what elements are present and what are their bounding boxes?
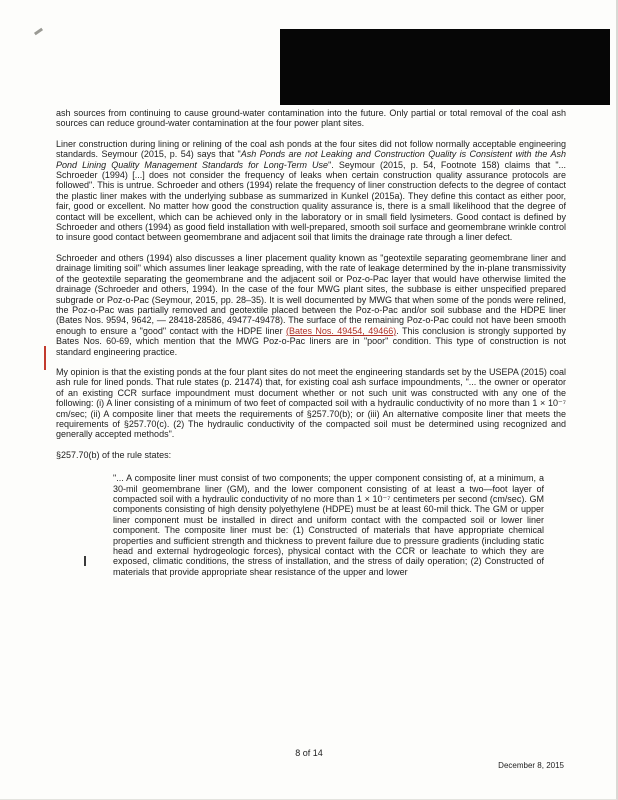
paragraph-schroeder [56,253,566,357]
document-body [56,108,566,577]
paragraph-text: Schroeder and others (1994) also discusses a liner placement quality known as "geotextile separating geomembrane liner and drainage limiting soil" which assumes liner leakage spreading, with the rate of leakage determined by the in-plane transmissivity of the geotextile separating the geomembrane and the adjacent soil or Poz-o-Pac layer that would have otherwise limited the drainage (Schroeder and others, 1994). In the case of the four MWG plant sites, the subbase is either unspecified prepared subgrade or Poz-o-Pac (Seymour, 2015, pp. 28–35). It is well documented by MWG that when some of the ponds were relined, the Poz-o-Pac was partially removed and geotextile placed between the Poz-o-Pac and/or soil subbase and the HDPE liner (Bates Nos. 9594, 9642, — 28418-28586, 49477-49478). The surface of the remaining Poz-o-Pac could not have been smooth enough to ensure a "good" contact with the HDPE liner [56,252,566,336]
paragraph-text: . This conclusion is strongly supported by Bates Nos. 60-69, which mention that the MWG Poz-o-Pac liners are in "poor" condition. This type of construction is not standard engineering practice. [56,325,566,357]
paragraph-text: Liner construction during lining or relining of the coal ash ponds at the four sites did not follow normally acceptable engineering standards. Seymour (2015, p. 54) says that " [56,138,566,160]
paragraph-continuation: ash sources from continuing to cause ground-water contamination into the future. Only partial or total removal of the coal ash sources can reduce ground-water contamination at the four power plant sites. [56,108,566,129]
red-margin-mark [44,346,46,370]
paragraph-text: ". Seymour (2015, p. 54, Footnote 158) claims that "... Schroeder (1994) [...] does not consider the frequency of leaks when certain construction quality assurance protocols are followed". This is untrue. Schroeder and others (1994) relate the frequency of liner construction defects to the degree of contact the plastic liner makes with the underlying subbase as summarized in Kunkel (2015a). They define this contact as either poor, fair, good or excellent. No matter how good the construction quality assurance is, there is a small likelihood that the degree of contact will be excellent, which can be achieved only in the laboratory or in small field lysimeters. Good contact is defined by Schroeder and others (1994) as good field installation with well-prepared, smooth soil surface and geomembrane wrinkle control to insure good contact between geomembrane and adjacent soil that limits the drainage rate through a liner defect. [56,159,567,243]
bates-citation-marked: (Bates Nos. 49454, 49466) [285,325,397,336]
paragraph-opinion: My opinion is that the existing ponds at the four plant sites do not meet the engineering standards set by the USEPA (2015) coal ash rule for lined ponds. That rule states (p. 21474) that, for existing coal ash surface impoundments, "... the owner or operator of an existing CCR surface impoundment must document whether or not such unit was constructed with any one of the following: (i) A liner consisting of a minimum of two feet of compacted soil with a hydraulic conductivity of no more than 1 × 10⁻⁷ cm/sec; (ii) A composite liner that meets the requirements of §257.70(b); or (iii) An alternative composite liner that meets the requirements of §257.70(c). (2) The hydraulic conductivity of the compacted soil must be determined using recognized and generally accepted methods". [56,366,566,440]
page-number: 8 of 14 [295,748,323,758]
date-stamp: December 8, 2015 [498,761,564,770]
scan-artifact-mark [34,28,43,36]
rule-blockquote: "... A composite liner must consist of two components; the upper component consisting of, at a minimum, a 30-mil geomembrane liner (GM), and the lower component consisting of at least a two—foot layer of compacted soil with a hydraulic conductivity of no more than 1 × 10⁻⁷ centimeters per second (cm/sec). GM components consisting of high density polyethylene (HDPE) must be at least 60-mil thick. The GM or upper liner component must be installed in direct and uniform contact with the compacted soil or lower liner component. The composite liner must be: (1) Constructed of materials that have appropriate chemical properties and sufficient strength and thickness to prevent failure due to pressure gradients (including static head and external hydrogeologic forces), physical contact with the CCR or leachate to which they are exposed, climatic conditions, the stress of installation, and the stress of daily operation; (2) Constructed of materials that provide appropriate shear resistance of the upper and lower [113,473,544,577]
italic-citation-title: Ash Ponds are not Leaking and Construction Quality is Consistent with the Ash Pond Lining Quality Management Standards for Long-Term Use [56,149,566,170]
paragraph-liner-construction [56,139,566,243]
redaction-box [280,29,610,105]
rule-intro-line: §257.70(b) of the rule states: [56,449,172,460]
